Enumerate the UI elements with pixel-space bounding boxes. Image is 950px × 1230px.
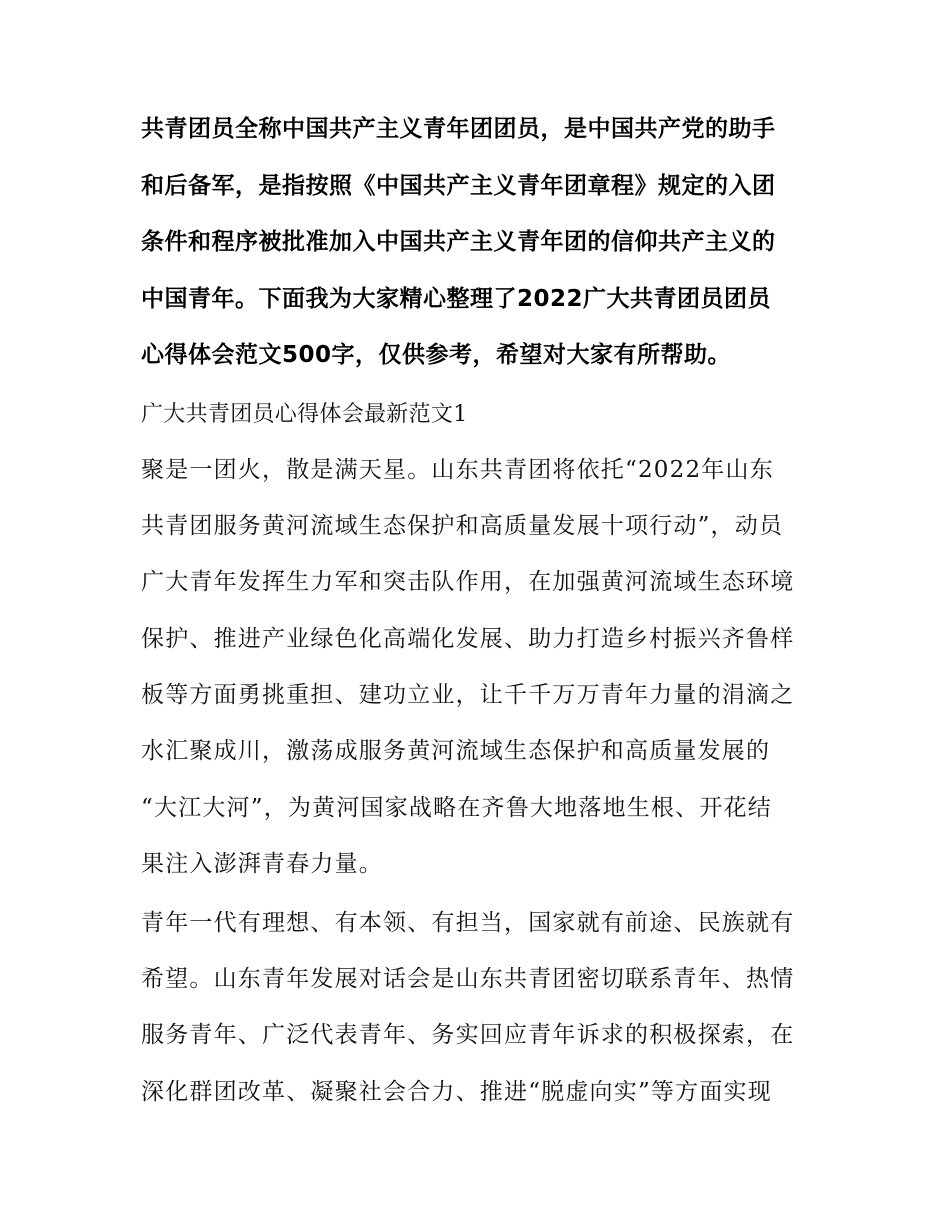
paragraph1-line-4: 保护、推进产业绿色化高端化发展、助力打造乡村振兴齐鲁样 — [141, 626, 795, 652]
intro-line-1: 共青团员全称中国共产主义青年团团员，是中国共产党的助手 — [141, 116, 776, 142]
paragraph2-line-3: 服务青年、广泛代表青年、务实回应青年诉求的积极探索，在 — [141, 1022, 795, 1048]
paragraph1-line-1: 聚是一团火，散是满天星。山东共青团将依托“2022年山东 — [141, 457, 774, 483]
intro-line-5: 心得体会范文500字，仅供参考，希望对大家有所帮助。 — [141, 342, 732, 368]
intro-line-4: 中国青年。下面我为大家精心整理了2022广大共青团员团员 — [141, 286, 772, 312]
paragraph1-line-2: 共青团服务黄河流域生态保护和高质量发展十项行动”，动员 — [141, 513, 784, 539]
intro-line-3: 条件和程序被批准加入中国共产主义青年团的信仰共产主义的 — [141, 229, 776, 255]
paragraph2-line-2: 希望。山东青年发展对话会是山东共青团密切联系青年、热情 — [141, 966, 795, 992]
paragraph1-line-7: “大江大河”，为黄河国家战略在齐鲁大地落地生根、开花结 — [141, 795, 772, 821]
paragraph1-line-6: 水汇聚成川，激荡成服务黄河流域生态保护和高质量发展的 — [141, 738, 771, 764]
section-title: 广大共青团员心得体会最新范文1 — [141, 402, 468, 427]
intro-line-2: 和后备军，是指按照《中国共产主义青年团章程》规定的入团 — [141, 173, 776, 199]
paragraph2-line-4: 深化群团改革、凝聚社会合力、推进“脱虚向实”等方面实现 — [141, 1079, 772, 1105]
paragraph1-line-8: 果注入澎湃青春力量。 — [141, 851, 383, 877]
paragraph1-line-5: 板等方面勇挑重担、建功立业，让千千万万青年力量的涓滴之 — [141, 682, 795, 708]
paragraph2-line-1: 青年一代有理想、有本领、有担当，国家就有前途、民族就有 — [141, 910, 795, 936]
paragraph1-line-3: 广大青年发挥生力军和突击队作用，在加强黄河流域生态环境 — [141, 569, 795, 595]
